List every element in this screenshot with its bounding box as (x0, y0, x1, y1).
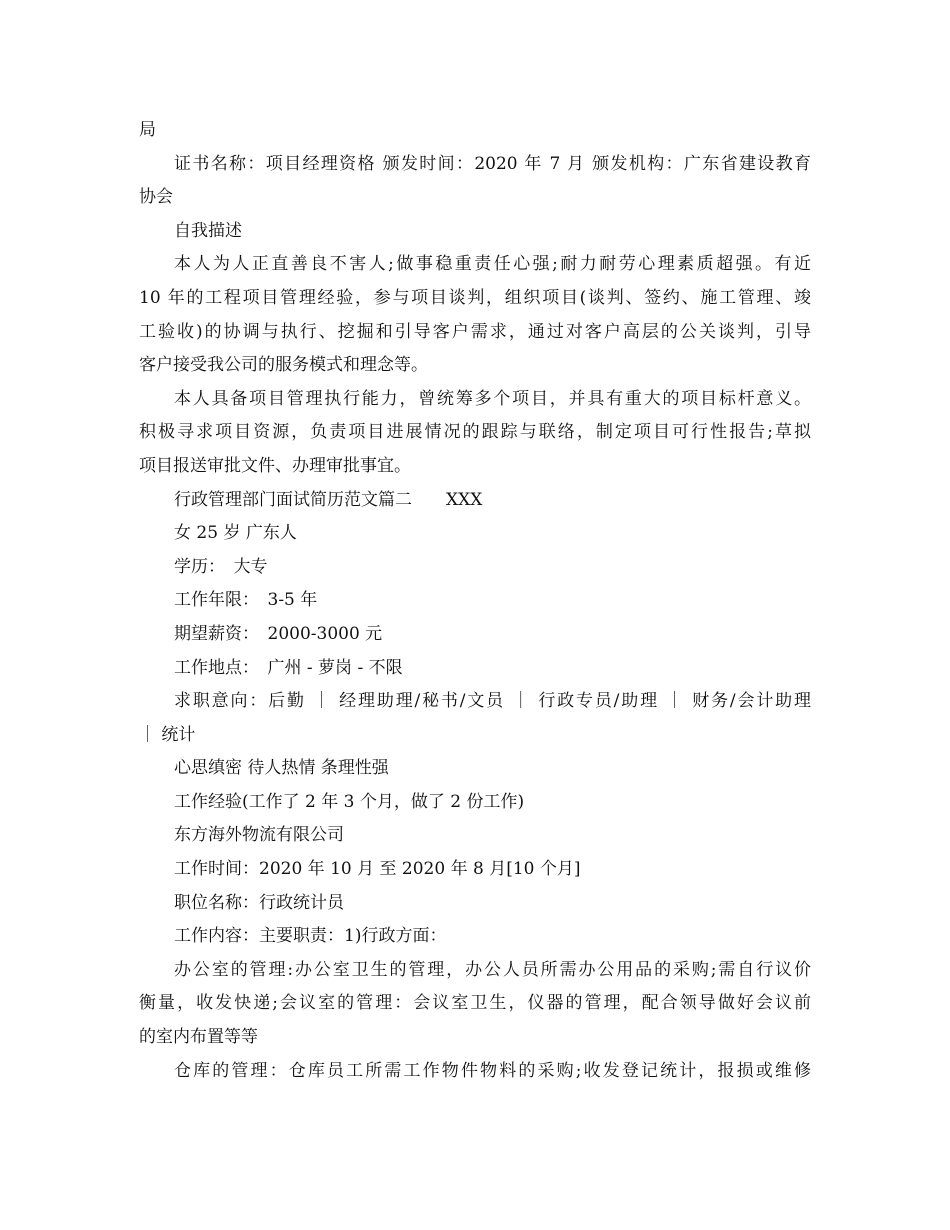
text-line: ｜ 统计 (139, 724, 196, 745)
text-line: 客户接受我公司的服务模式和理念等。 (139, 355, 428, 376)
text-line: 10 年的工程项目管理经验，参与项目谈判，组织项目(谈判、签约、施工管理、竣 (139, 287, 811, 308)
text-line: 女 25 岁 广东人 (174, 523, 297, 544)
text-line: 心思缜密 待人热情 条理性强 (174, 758, 389, 779)
text-line: 协会 (139, 187, 173, 208)
document-page (139, 114, 811, 1088)
text-line: 自我描述 (174, 220, 242, 241)
text-line: 东方海外物流有限公司 (174, 825, 344, 846)
text-line: 工作地点： 广州 - 萝岗 - 不限 (174, 657, 403, 678)
text-line: 求职意向：后勤 ｜ 经理助理/秘书/文员 ｜ 行政专员/助理 ｜ 财务/会计助理 (174, 691, 811, 712)
text-line: 的室内布置等等 (139, 1027, 258, 1048)
text-line: 工作经验(工作了 2 年 3 个月，做了 2 份工作) (174, 791, 525, 812)
text-line: 衡量，收发快递;会议室的管理：会议室卫生，仪器的管理，配合领导做好会议前 (139, 993, 811, 1014)
text-line: 证书名称：项目经理资格 颁发时间：2020 年 7 月 颁发机构：广东省建设教育 (174, 153, 811, 174)
text-line: 学历： 大专 (174, 556, 268, 577)
text-line: 本人具备项目管理执行能力，曾统筹多个项目，并具有重大的项目标杆意义。 (174, 388, 811, 409)
text-line: 项目报送审批文件、办理审批事宜。 (139, 455, 411, 476)
text-line: 工验收)的协调与执行、挖掘和引导客户需求，通过对客户高层的公关谈判，引导 (139, 321, 811, 342)
text-line: 行政管理部门面试简历范文篇二 XXX (174, 489, 483, 510)
text-line: 局 (139, 120, 156, 140)
text-line: 工作时间：2020 年 10 月 至 2020 年 8 月[10 个月] (174, 859, 581, 880)
text-line: 本人为人正直善良不害人;做事稳重责任心强;耐力耐劳心理素质超强。有近 (174, 254, 811, 275)
text-line: 职位名称：行政统计员 (174, 892, 344, 913)
text-line: 仓库的管理：仓库员工所需工作物件物料的采购;收发登记统计，报损或维修 (174, 1060, 811, 1081)
text-line: 工作内容：主要职责：1)行政方面： (174, 926, 447, 947)
text-line: 期望薪资： 2000-3000 元 (174, 623, 383, 644)
text-line: 工作年限： 3-5 年 (174, 590, 318, 611)
text-line: 积极寻求项目资源，负责项目进展情况的跟踪与联络，制定项目可行性报告;草拟 (139, 422, 811, 443)
text-line: 办公室的管理:办公室卫生的管理，办公人员所需办公用品的采购;需自行议价 (174, 959, 811, 980)
